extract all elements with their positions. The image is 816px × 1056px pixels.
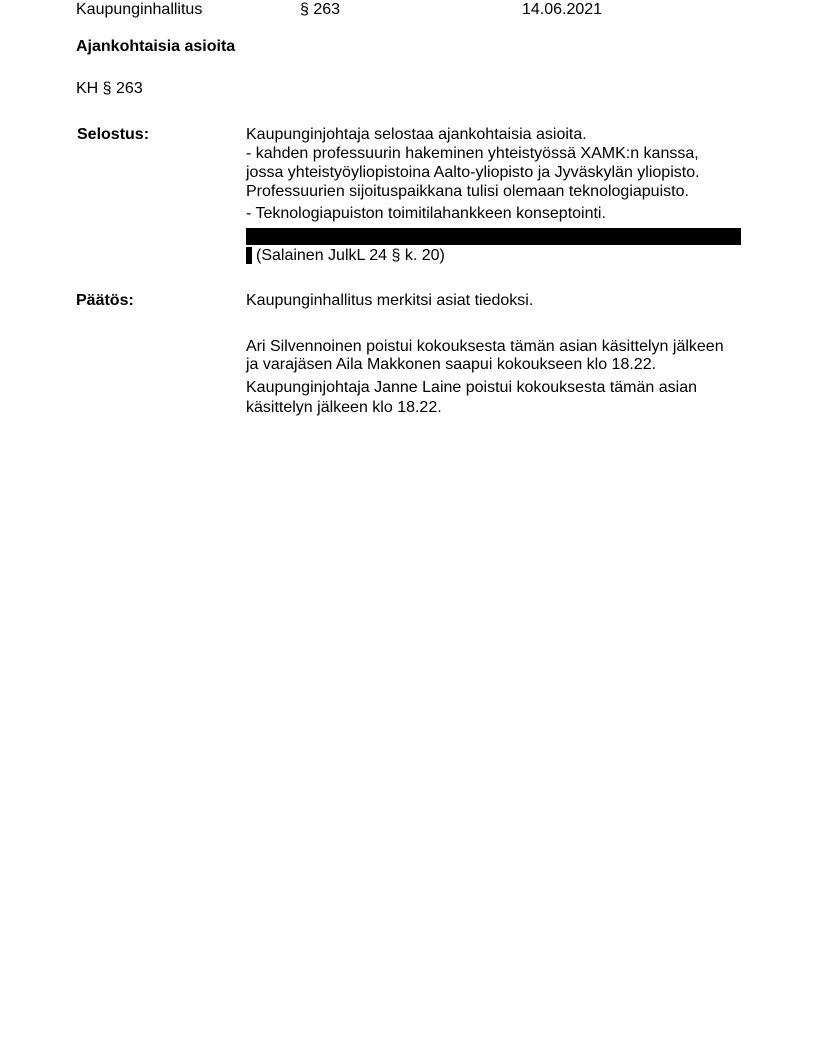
redaction-bar — [246, 228, 741, 245]
paatos-line: Kaupunginjohtaja Janne Laine poistui kokouksesta tämän asian — [246, 379, 697, 396]
selostus-line: - kahden professuurin hakeminen yhteistyössä XAMK:n kanssa, — [246, 145, 699, 162]
selostus-line: - Teknologiapuiston toimitilahankkeen konseptointi. — [246, 205, 606, 222]
selostus-line: jossa yhteistyöyliopistoina Aalto-yliopisto ja Jyväskylän yliopisto. — [246, 164, 700, 181]
selostus-line: Professuurien sijoituspaikkana tulisi olemaan teknologiapuisto. — [246, 183, 689, 200]
paatos-line: Kaupunginhallitus merkitsi asiat tiedoksi. — [246, 292, 534, 309]
selostus-line: Kaupunginjohtaja selostaa ajankohtaisia asioita. — [246, 126, 587, 143]
section-reference: KH § 263 — [76, 80, 143, 97]
header-body-name: Kaupunginhallitus — [76, 1, 203, 18]
redaction-marker — [246, 247, 252, 264]
header-date: 14.06.2021 — [522, 1, 603, 18]
paatos-line: Ari Silvennoinen poistui kokouksesta tämän asian käsittelyn jälkeen — [246, 338, 724, 355]
redaction-note: (Salainen JulkL 24 § k. 20) — [256, 247, 445, 264]
page-title: Ajankohtaisia asioita — [76, 38, 236, 55]
paatos-line: ja varajäsen Aila Makkonen saapui kokoukseen klo 18.22. — [246, 356, 657, 373]
paatos-label: Päätös: — [76, 292, 134, 309]
selostus-label: Selostus: — [77, 126, 150, 143]
paatos-line: käsittelyn jälkeen klo 18.22. — [246, 399, 442, 416]
header-section: § 263 — [300, 1, 341, 18]
